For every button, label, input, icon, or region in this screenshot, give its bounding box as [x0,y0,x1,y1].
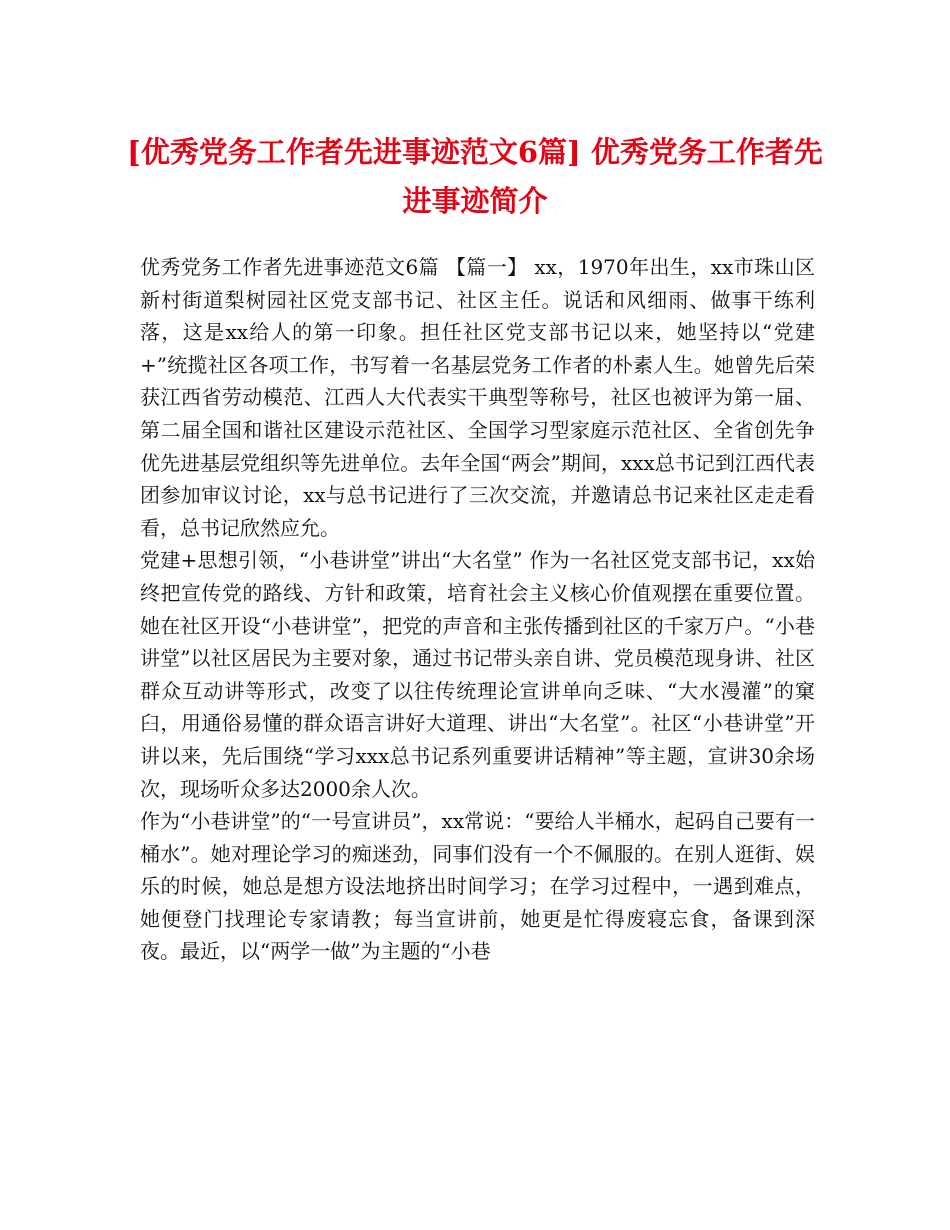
document-body [140,251,815,968]
paragraph-3: 作为“小巷讲堂”的“一号宣讲员”，xx常说：“要给人半桶水，起码自己要有一桶水”。她对理论学习的痴迷劲，同事们没有一个不佩服的。在别人逛街、娱乐的时候，她总是想方设法地挤出时间学习；在学习过程中，一遇到难点，她便登门找理论专家请教；每当宣讲前，她更是忙得废寝忘食，备课到深夜。最近，以“两学一做”为主题的“小巷 [140,809,815,964]
paragraph-2: 党建+思想引领，“小巷讲堂”讲出“大名堂” 作为一名社区党支部书记，xx始终把宣传党的路线、方针和政策，培育社会主义核心价值观摆在重要位置。她在社区开设“小巷讲堂”，把党的声音和主张传播到社区的千家万户。“小巷讲堂”以社区居民为主要对象，通过书记带头亲自讲、党员模范现身讲、社区群众互动讲等形式，改变了以往传统理论宣讲单向乏味、“大水漫灌”的窠臼，用通俗易懂的群众语言讲好大道理、讲出“大名堂”。社区“小巷讲堂”开讲以来，先后围绕“学习xxx总书记系列重要讲话精神”等主题，宣讲30余场次，现场听众多达2000余人次。 [140,548,815,801]
paragraph-1: 优秀党务工作者先进事迹范文6篇 【篇一】 xx，1970年出生，xx市珠山区新村街道梨树园社区党支部书记、社区主任。说话和风细雨、做事干练利落，这是xx给人的第一印象。担任社区党支部书记以来，她坚持以“党建+”统揽社区各项工作，书写着一名基层党务工作者的朴素人生。她曾先后荣获江西省劳动模范、江西人大代表实干典型等称号，社区也被评为第一届、第二届全国和谐社区建设示范社区、全国学习型家庭示范社区、全省创先争优先进基层党组织等先进单位。去年全国“两会”期间，xxx总书记到江西代表团参加审议讨论，xx与总书记进行了三次交流，并邀请总书记来社区走走看看，总书记欣然应允。 [140,255,815,540]
document-title: [优秀党务工作者先进事迹范文6篇] 优秀党务工作者先进事迹简介 [127,135,823,218]
